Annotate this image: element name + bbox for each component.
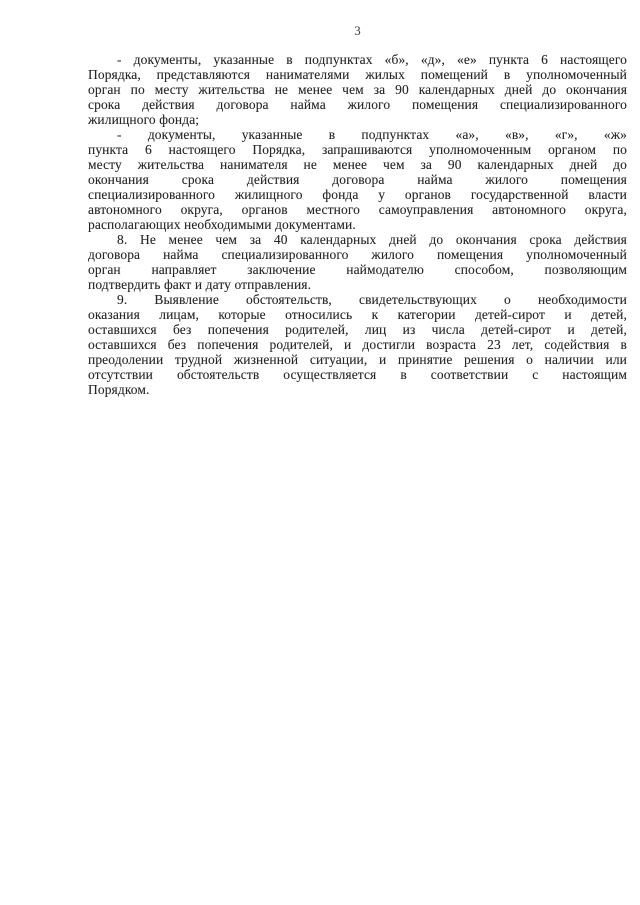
paragraph <box>88 52 627 127</box>
text-line: жилищного фонда; <box>88 112 200 127</box>
text-line: Порядком. <box>88 382 150 397</box>
text-line: 8. Не менее чем за 40 календарных дней до окончания срока действия <box>117 232 627 247</box>
text-line: - документы, указанные в подпунктах «б», «д», «е» пункта 6 настоящего <box>117 52 627 67</box>
paragraph <box>88 292 627 397</box>
text-line: месту жительства нанимателя не менее чем за 90 календарных дней до <box>88 157 627 172</box>
text-line: располагающих необходимыми документами. <box>88 217 356 232</box>
text-line: - документы, указанные в подпунктах «а», «в», «г», «ж» <box>117 127 627 142</box>
text-line: договора найма специализированного жилого помещения уполномоченный <box>88 247 627 262</box>
text-line: орган по месту жительства не менее чем за 90 календарных дней до окончания <box>88 82 627 97</box>
document-body <box>88 52 627 397</box>
text-line: автономного округа, органов местного самоуправления автономного округа, <box>88 202 627 217</box>
text-line: преодолении трудной жизненной ситуации, и принятие решения о наличии или <box>88 352 627 367</box>
paragraph <box>88 232 627 292</box>
text-line: 9. Выявление обстоятельств, свидетельствующих о необходимости <box>117 292 627 307</box>
text-line: подтвердить факт и дату отправления. <box>88 277 312 292</box>
text-line: окончания срока действия договора найма жилого помещения <box>88 172 627 187</box>
text-line: оказания лицам, которые относились к категории детей-сирот и детей, <box>88 307 627 322</box>
text-line: оставшихся без попечения родителей, и достигли возраста 23 лет, содействия в <box>88 337 627 352</box>
text-line: орган направляет заключение наймодателю способом, позволяющим <box>88 262 627 277</box>
text-line: оставшихся без попечения родителей, лиц из числа детей-сирот и детей, <box>88 322 627 337</box>
text-line: специализированного жилищного фонда у органов государственной власти <box>88 187 627 202</box>
paragraph <box>88 127 627 232</box>
text-line: срока действия договора найма жилого помещения специализированного <box>88 97 627 112</box>
text-line: отсутствии обстоятельств осуществляется в соответствии с настоящим <box>88 367 627 382</box>
text-line: пункта 6 настоящего Порядка, запрашиваются уполномоченным органом по <box>88 142 627 157</box>
text-line: Порядка, представляются нанимателями жилых помещений в уполномоченный <box>88 67 627 82</box>
page-number: 3 <box>354 23 361 38</box>
